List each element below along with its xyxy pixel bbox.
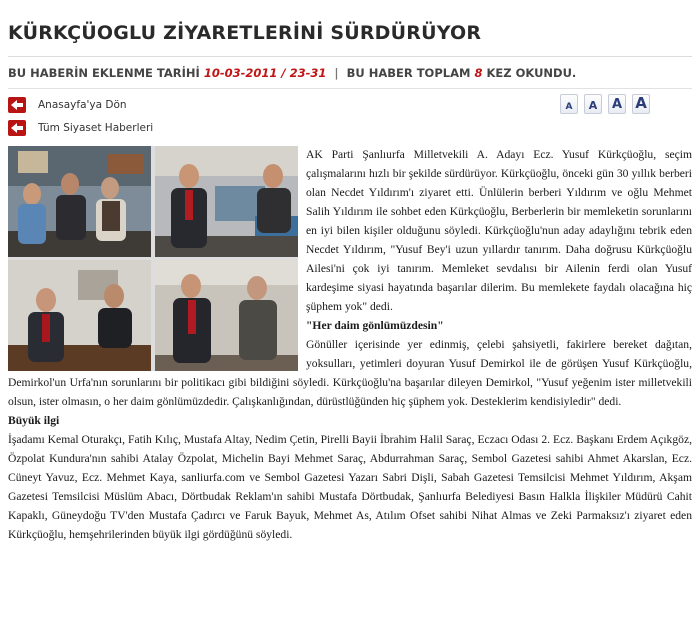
article-meta xyxy=(8,66,692,80)
font-size-controls xyxy=(560,94,650,114)
left-arrow-icon[interactable] xyxy=(8,97,26,113)
back-to-home-link[interactable] xyxy=(8,96,127,114)
font-size-small-button[interactable]: A xyxy=(584,94,602,114)
article-subheading-1: "Her daim gönlümüzdesin" xyxy=(306,319,444,332)
font-size-largest-button[interactable]: A xyxy=(632,94,650,114)
article-body xyxy=(8,145,692,544)
read-count-suffix: KEZ OKUNDU. xyxy=(486,66,577,80)
article-paragraph-2: Gönüller içerisinde yer edinmiş, çelebi şahsiyetli, fakirlere bereket dağıtan, yoksulları, yetimleri doyuran Yusuf Demirkol ile de görüşen Yusuf Kürkçüoğlu, Demirkol'un Urfa'nın sorunlarını bir politikacı gibi bildiğini söyledi. Kürkçüoğlu'na başarılar dileyen Demirkol, "Yusuf yeğenim ister milletvekili olsun, ister olmasın, o her daim gönlümüzdedir. Çalışkanlığından, dürüstlüğünden hiç şüphem yok. Desteklerim kendisiyledir" dedi. xyxy=(8,338,692,408)
title-divider xyxy=(8,56,692,57)
added-date-label: BU HABERİN EKLENME TARİHİ xyxy=(8,66,200,80)
added-date-value: 10-03-2011 / 23-31 xyxy=(203,66,327,80)
meta-separator: | xyxy=(334,66,339,80)
page-title: KÜRKÇÜOGLU ZİYARETLERİNİ SÜRDÜRÜYOR xyxy=(8,22,482,44)
read-count-prefix: BU HABER TOPLAM xyxy=(346,66,471,80)
font-size-smallest-button[interactable]: A xyxy=(560,94,578,114)
article-subheading-2: Büyük ilgi xyxy=(8,414,60,427)
photo-float-spacer xyxy=(8,145,306,371)
article-paragraph-3: İşadamı Kemal Oturakçı, Fatih Kılıç, Mustafa Altay, Nedim Çetin, Pirelli Bayii İbrahim Halil Saraç, Eczacı Odası 2. Ecz. Başkanı Erdem Açıkgöz, Özpolat Kundura'nın sahibi Atalay Özpolat, Michelin Bayi Mehmet Saraç, Abdurrahman Saraç, Sembol Gazetesi sahibi Ahmet Akarslan, Ecz. Cüneyt Yavuz, Ecz. Mehmet Kaya, sanliurfa.com ve Sembol Gazetesi Yazarı Sabri Dişli, Sabah Gazetesi Temsilcisi Mehmet Yıldırım, Akşam Gazetesi Temsilcisi Müslüm Abacı, Dörtbudak Reklam'ın sahibi Mustafa Dörtbudak, Şanlıurfa Belediyesi Basın Halkla İlişkiler Müdürü Cahit Kapaklı, Güneydoğu TV'den Mustafa Çadırcı ve Faruk Bayuk, Mehmet As, Atılım Ofset sahibi Nihat Almas ve Zeki Parmaksız'ı ziyaret eden Kürkçüoğlu, hemşehrilerinden büyük ilgi gördüğünü söyledi. xyxy=(8,433,692,541)
read-count-value: 8 xyxy=(474,66,483,80)
back-to-home-label[interactable]: Anasayfa'ya Dön xyxy=(38,99,127,111)
article-paragraph-1: AK Parti Şanlıurfa Milletvekili A. Adayı Ecz. Yusuf Kürkçüoğlu, seçim çalışmalarını hızlı bir şekilde sürdürüyor. Kürkçüoğlu, önceki gün 30 yıllık berberi olan Necdet Yıldırım'ı ziyaret etti. Ünlülerin berberi Yıldırım ve oğlu Mehmet Salih Yıldırım ile sohbet eden Kürkçüoğlu, Berberlerin bir memleketin sorunlarını en iyi bilen kişiler olduğunu söyledi. Kürkçüoğlu'nun aday adaylığını tebrik eden Necdet Yıldırım, "Yusuf Bey'i uzun yıllardır tanırım. Daha doğrusu Kürkçüoğlu Ailesi'ni çok iyi tanırım. Memleket sevdalısı bir Ailenin ferdi olan Yusuf kardeşime siyasi hayatında başarılar dilerim. Bu memlekete faydalı olacağına hiç şüphem yok" dedi. xyxy=(306,148,692,313)
font-size-large-button[interactable]: A xyxy=(608,94,626,114)
all-politics-news-label[interactable]: Tüm Siyaset Haberleri xyxy=(38,122,154,134)
meta-divider xyxy=(8,88,692,89)
left-arrow-icon[interactable] xyxy=(8,120,26,136)
all-politics-news-link[interactable] xyxy=(8,119,153,137)
